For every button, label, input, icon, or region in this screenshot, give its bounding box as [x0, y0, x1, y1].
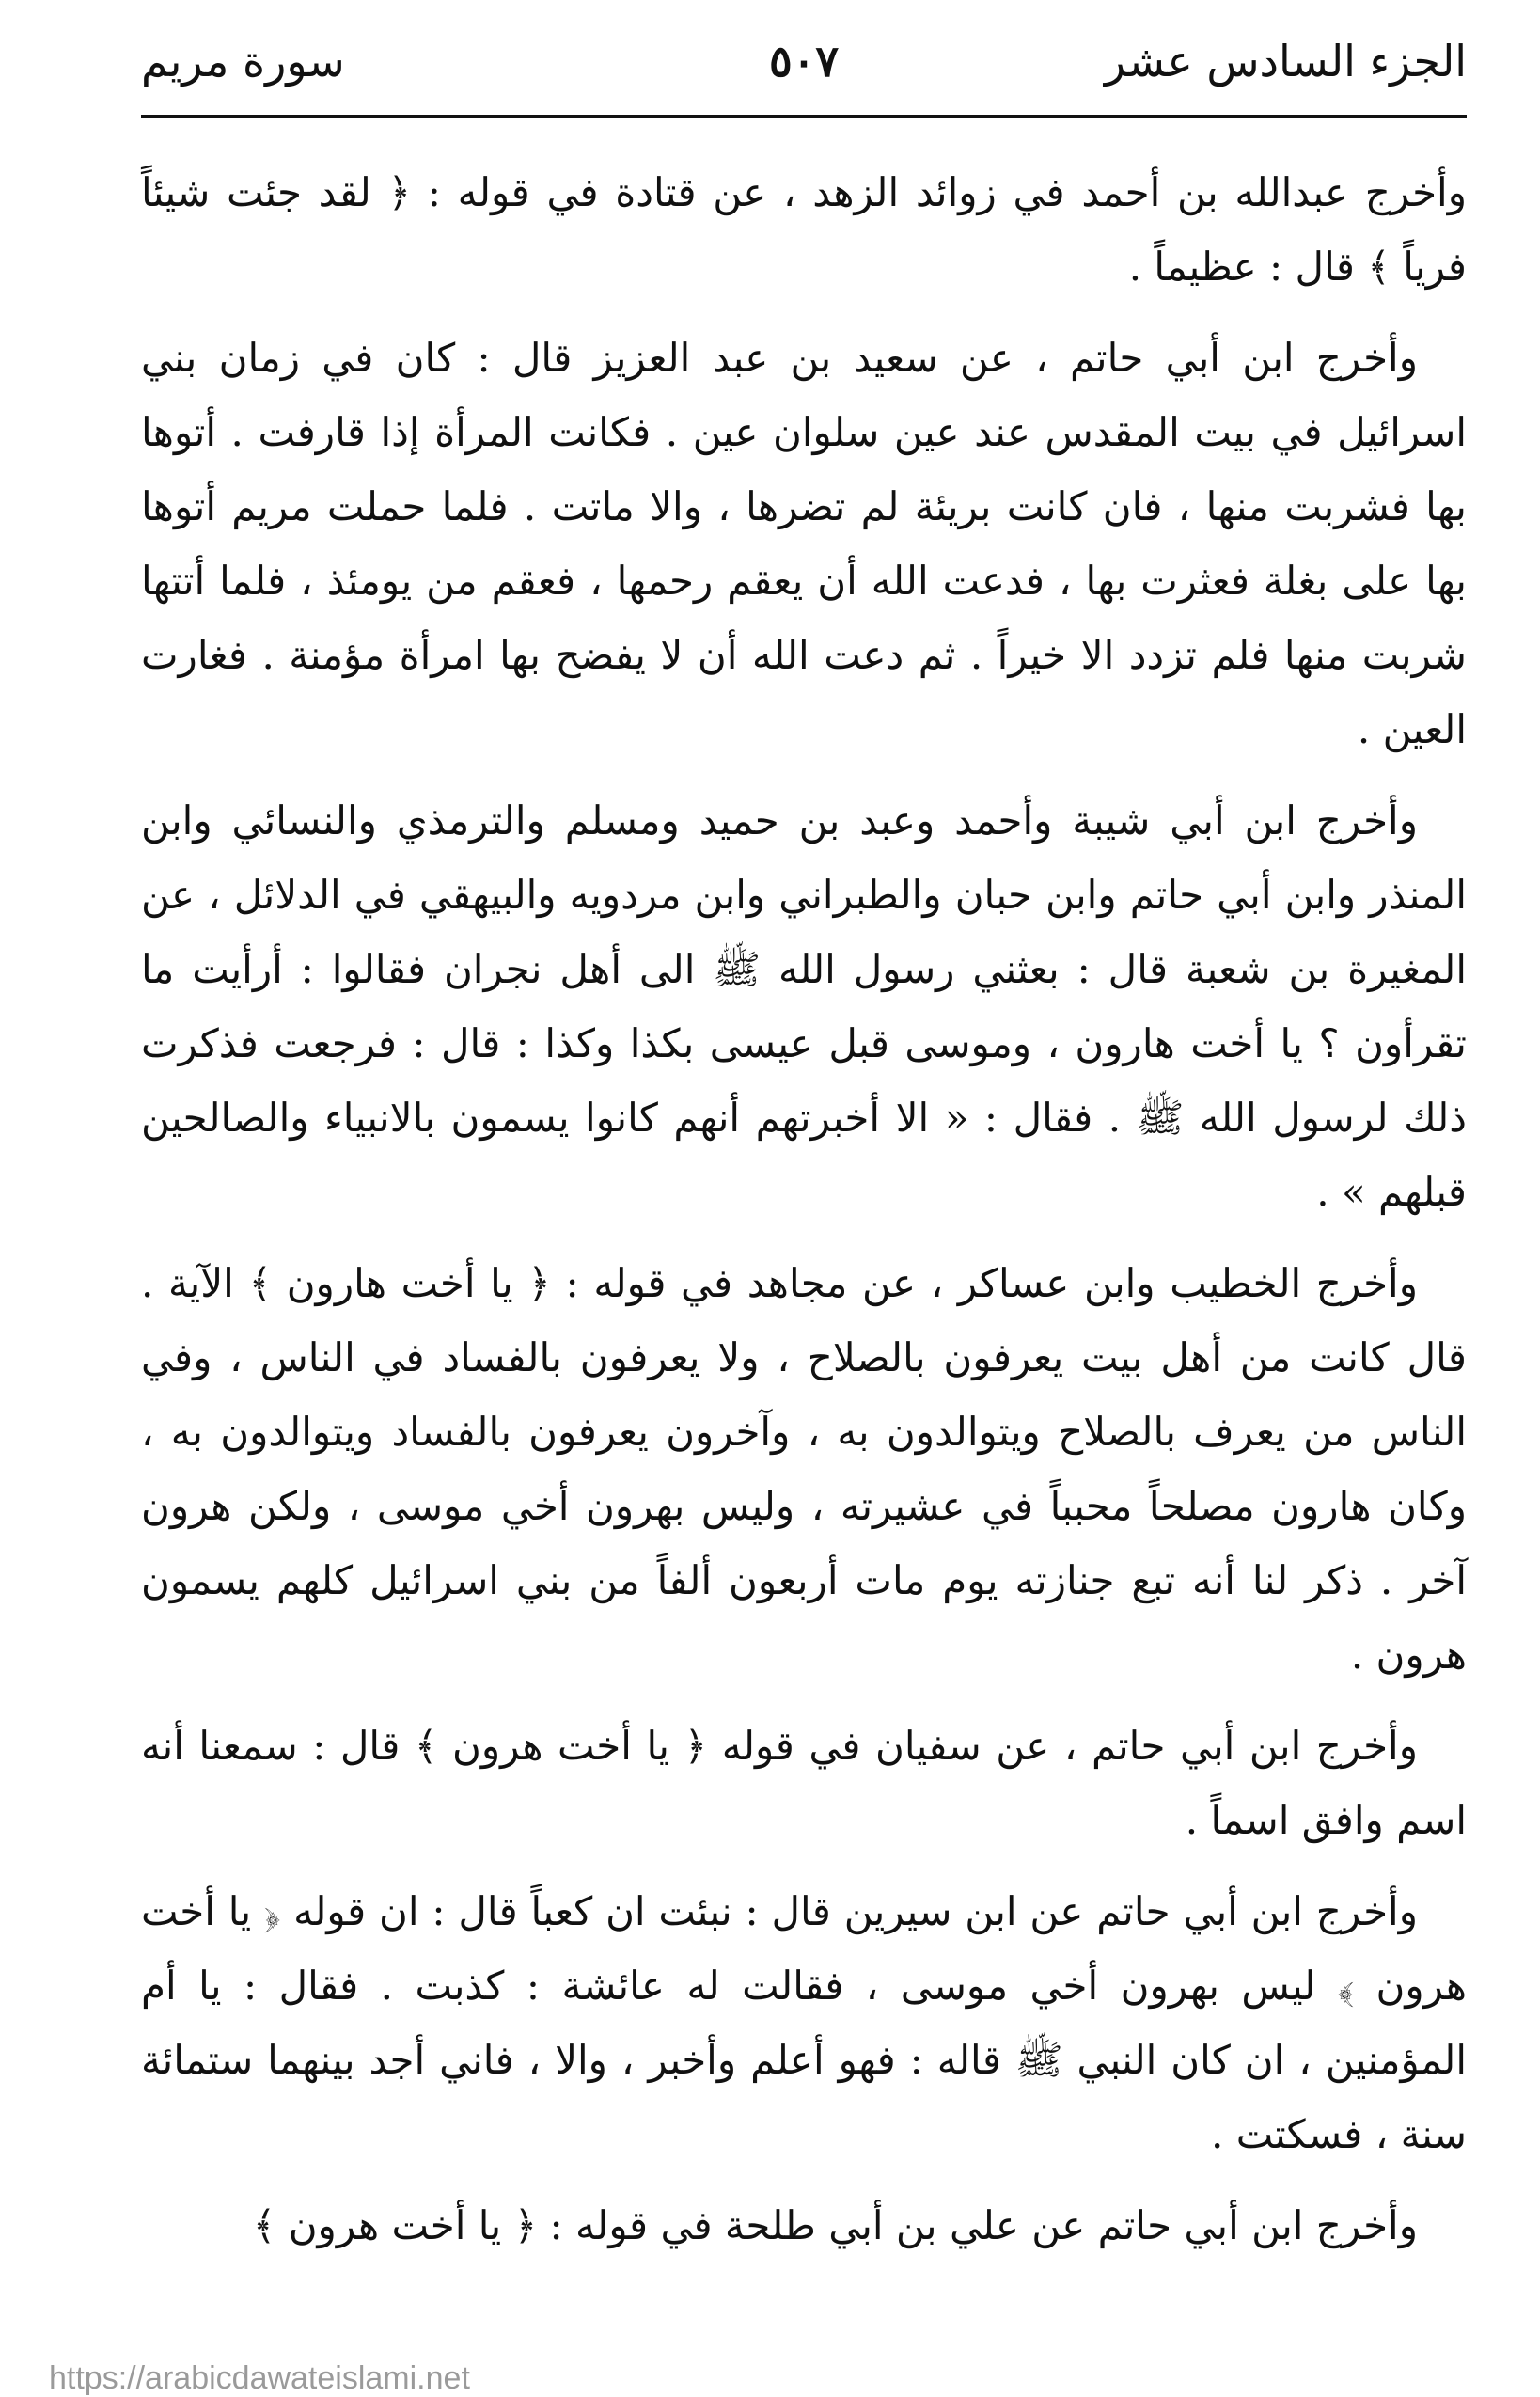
paragraph: وأخرج ابن أبي شيبة وأحمد وعبد بن حميد ومسلم والترمذي والنسائي وابن المنذر وابن أبي حاتم وابن حبان والطبراني وابن مردويه والبيهقي في الدلائل ، عن المغيرة بن شعبة قال : بعثني رسول الله ﷺ الى أهل نجران فقالوا : أرأيت ما تقرأون ؟ يا أخت هارون ، وموسى قبل عيسى بكذا وكذا : قال : فرجعت فذكرت ذلك لرسول الله ﷺ . فقال : « الا أخبرتهم أنهم كانوا يسمون بالانبياء والصالحين قبلهم » .	[141, 797, 1467, 1215]
page-number: ٥٠٧	[768, 36, 840, 87]
paragraph: وأخرج الخطيب وابن عساكر ، عن مجاهد في قوله : ﴿ يا أخت هارون ﴾ الآية . قال كانت من أهل بيت يعرفون بالصلاح ، ولا يعرفون بالفساد في الناس ، وفي الناس من يعرف بالصلاح ويتوالدون به ، وآخرون يعرفون بالفساد ويتوالدون به ، وكان هارون مصلحاً محبباً في عشيرته ، وليس بهرون أخي موسى ، ولكن هرون آخر . ذكر لنا أنه تبع جنازته يوم مات أربعون ألفاً من بني اسرائيل كلهم يسمون هرون .	[141, 1260, 1467, 1678]
part-title: الجزء السادس عشر	[1104, 36, 1467, 87]
header-divider	[141, 115, 1467, 118]
paragraph: وأخرج ابن أبي حاتم عن ابن سيرين قال : نبئت ان كعباً قال : ان قوله ﴿ يا أخت هرون ﴾ ليس بهرون أخي موسى ، فقالت له عائشة : كذبت . فقال : يا أم المؤمنين ، ان كان النبي ﷺ قاله : فهو أعلم وأخبر ، والا ، فاني أجد بينهما ستمائة سنة ، فسكتت .	[141, 1888, 1467, 2157]
surah-title: سورة مريم	[141, 36, 345, 87]
paragraph: وأخرج عبدالله بن أحمد في زوائد الزهد ، عن قتادة في قوله : ﴿ لقد جئت شيئاً فرياً ﴾ قال : عظيماً .	[141, 169, 1467, 290]
paragraph: وأخرج ابن أبي حاتم ، عن سفيان في قوله ﴿ يا أخت هرون ﴾ قال : سمعنا أنه اسم وافق اسماً .	[141, 1723, 1467, 1843]
watermark-url: https://arabicdawateislami.net	[49, 2360, 470, 2396]
paragraph: وأخرج ابن أبي حاتم عن علي بن أبي طلحة في قوله : ﴿ يا أخت هرون ﴾	[252, 2202, 1418, 2248]
paragraph: وأخرج ابن أبي حاتم ، عن سعيد بن عبد العزيز قال : كان في زمان بني اسرائيل في بيت المقدس عند عين سلوان عين . فكانت المرأة إذا قارفت . أتوها بها فشربت منها ، فان كانت بريئة لم تضرها ، والا ماتت . فلما حملت مريم أتوها بها على بغلة فعثرت بها ، فدعت الله أن يعقم رحمها ، فعقم من يومئذ ، فلما أتتها شربت منها فلم تزدد الا خيراً . ثم دعت الله أن لا يفضح بها امرأة مؤمنة . فغارت العين .	[141, 335, 1467, 752]
page-body	[141, 155, 1467, 2279]
running-header	[141, 28, 1467, 94]
